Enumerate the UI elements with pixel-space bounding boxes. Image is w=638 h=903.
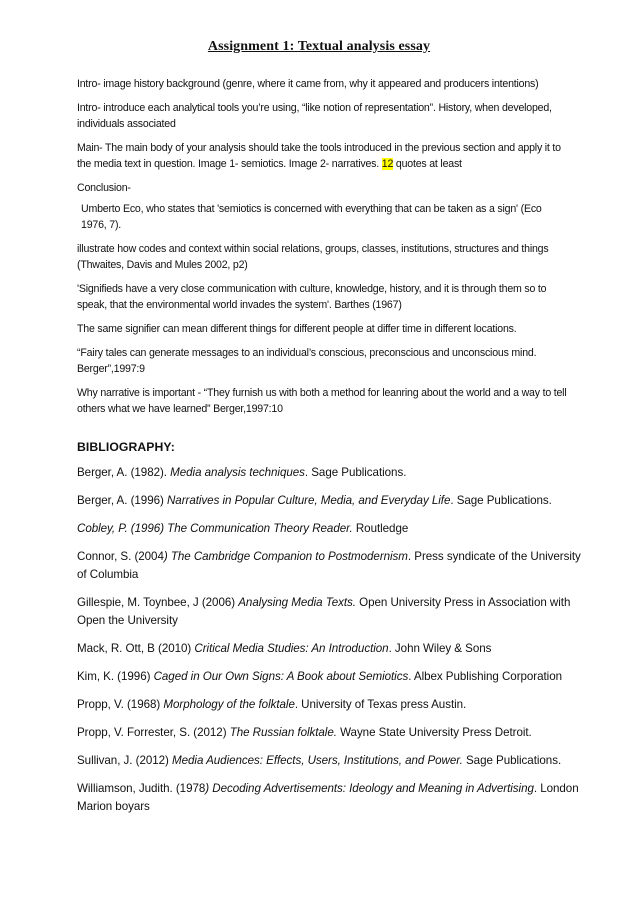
bibliography-entry: Mack, R. Ott, B (2010) Critical Media Studies: An Introduction. John Wiley & Sons (77, 642, 492, 655)
page-title: Assignment 1: Textual analysis essay (207, 39, 431, 54)
bibliography-entry: Cobley, P. (1996) The Communication Theory Reader. Routledge (77, 522, 409, 535)
bibliography-entry: Gillespie, M. Toynbee, J (2006) Analysing Media Texts. Open University Press in Association with Open the University (77, 596, 571, 627)
bibliography-entry: Kim, K. (1996) Caged in Our Own Signs: A Book about Semiotics. Albex Publishing Corporation (77, 670, 563, 683)
note-barthes-quote: 'Signifieds have a very close communication with culture, knowledge, history, and it is through them so to speak, that the environmental world invades the system'. Barthes (1967) (77, 283, 547, 311)
essay-notes (77, 76, 567, 425)
main-text-after: quotes at least (393, 158, 462, 170)
note-signifier: The same signifier can mean different things for different people at differ time in different locations. (77, 323, 517, 335)
note-conclusion: Conclusion- (77, 182, 131, 194)
note-main-body (77, 140, 567, 172)
bibliography-entry: Propp, V. Forrester, S. (2012) The Russian folktale. Wayne State University Press Detroit. (77, 726, 532, 739)
bibliography-list (77, 464, 582, 826)
main-text-before: Main- The main body of your analysis should take the tools introduced in the previous section and apply it to the media text in question. Image 1- semiotics. Image 2- narratives. (77, 142, 561, 170)
note-narrative-quote: Why narrative is important - “They furnish us with both a method for leanring about the world and a way to tell others what we have learned” Berger,1997:10 (77, 387, 567, 415)
note-fairy-tales-quote: “Fairy tales can generate messages to an individual’s conscious, preconscious and unconscious mind. Berger”,1997:9 (77, 347, 537, 375)
bibliography-entry: Williamson, Judith. (1978) Decoding Advertisements: Ideology and Meaning in Advertising. London Marion boyars (77, 782, 579, 813)
bibliography-heading: BIBLIOGRAPHY: (77, 440, 175, 454)
bibliography-entry: Connor, S. (2004) The Cambridge Companion to Postmodernism. Press syndicate of the University of Columbia (77, 550, 581, 581)
note-intro-background: Intro- image history background (genre, where it came from, why it appeared and producers intentions) (77, 78, 539, 90)
note-eco-quote: Umberto Eco, who states that 'semiotics is concerned with everything that can be taken as a sign' (Eco 1976, 7). (81, 203, 542, 231)
highlighted-quote-count: 12 (381, 158, 394, 170)
bibliography-entry: Berger, A. (1982). Media analysis techniques. Sage Publications. (77, 466, 407, 479)
bibliography-entry: Sullivan, J. (2012) Media Audiences: Effects, Users, Institutions, and Power. Sage Publications. (77, 754, 562, 767)
note-intro-tools: Intro- introduce each analytical tools you’re using, “like notion of representation”. History, when developed, individuals associated (77, 102, 552, 130)
bibliography-entry: Berger, A. (1996) Narratives in Popular Culture, Media, and Everyday Life. Sage Publications. (77, 494, 552, 507)
note-thwaites-quote: illustrate how codes and context within social relations, groups, classes, institutions, structures and things (Thwaites, Davis and Mules 2002, p2) (77, 243, 549, 271)
bibliography-entry: Propp, V. (1968) Morphology of the folktale. University of Texas press Austin. (77, 698, 467, 711)
